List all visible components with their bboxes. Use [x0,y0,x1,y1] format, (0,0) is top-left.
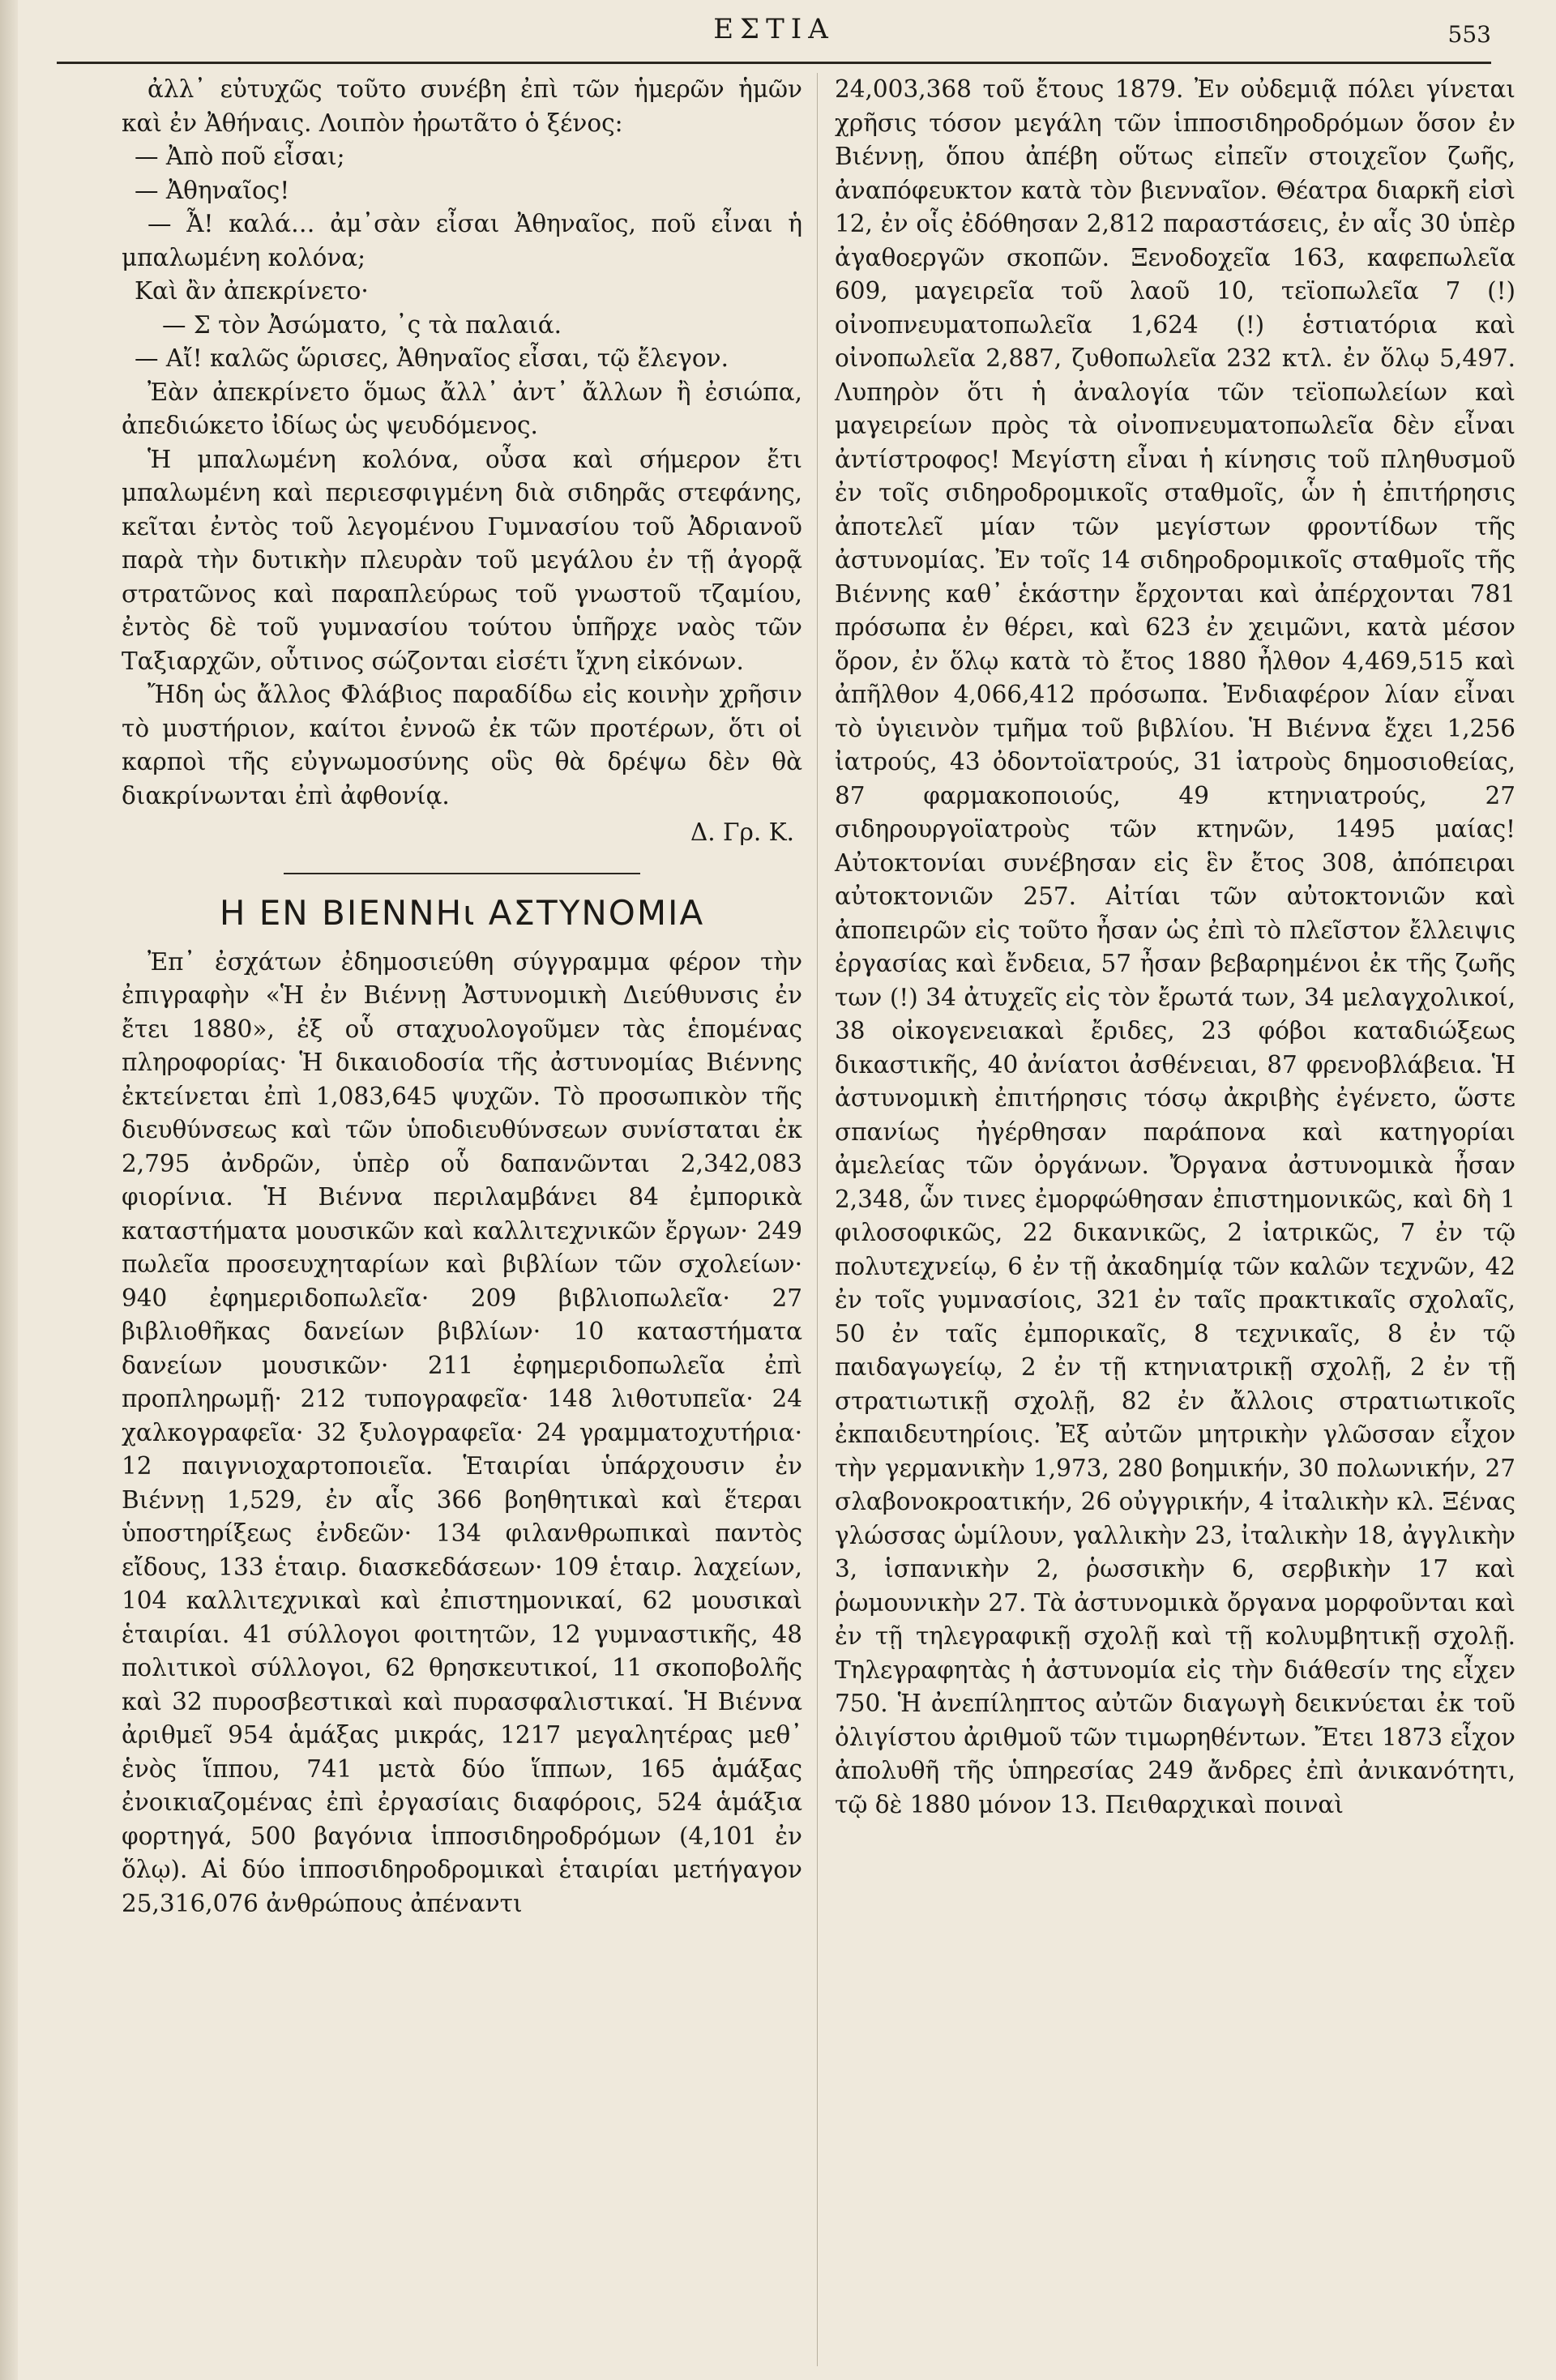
article-body-continued: 24,003,368 τοῦ ἔτους 1879. Ἐν οὐδεμιᾷ πόλει γίνεται χρῆσις τόσον μεγάλη τῶν ἱπποσιδηροδρόμων ὅσον ἐν Βιέννῃ, ὅπου ἀπέβη οὕτως εἰπεῖν στοιχεῖον ζωῆς, ἀναπόφευκτον κατὰ τὸν βιενναῖον. Θέατρα διαρκῆ εἰσὶ 12, ἐν οἷς ἐδόθησαν 2,812 παραστάσεις, ἐν αἷς 30 ὑπὲρ ἀγαθοεργῶν σκοπῶν. Ξενοδοχεῖα 163, καφεπωλεῖα 609, μαγειρεῖα τοῦ λαοῦ 10, τεϊοπωλεῖα 7 (!) οἰνοπνευματοπωλεῖα 1,624 (!) ἑστιατόρια καὶ οἰνοπωλεῖα 2,887, ζυθοπωλεῖα 232 κτλ. ἐν ὅλῳ 5,497. Λυπηρὸν ὅτι ἡ ἀναλογία τῶν τεϊοπωλείων καὶ μαγειρείων πρὸς τὰ οἰνοπνευματοπωλεῖα δὲν εἶναι ἀντίστροφος! Μεγίστη εἶναι ἡ κίνησις τοῦ πληθυσμοῦ ἐν τοῖς σιδηροδρομικοῖς σταθμοῖς, ὧν ἡ ἐπιτήρησις ἀποτελεῖ μίαν τῶν μεγίστων φροντίδων τῆς ἀστυνομίας. Ἐν τοῖς 14 σιδηροδρομικοῖς σταθμοῖς τῆς Βιέννης καθ᾽ ἑκάστην ἔρχονται καὶ ἀπέρχονται 781 πρόσωπα ἐν θέρει, καὶ 623 ἐν χειμῶνι, κατὰ μέσον ὅρον, ἐν ὅλῳ κατὰ τὸ ἔτος 1880 ἦλθον 4,469,515 καὶ ἀπῆλθον 4,066,412 πρόσωπα. Ἐνδιαφέρον λίαν εἶναι τὸ ὑγιεινὸν τμῆμα τοῦ βιβλίου. Ἡ Βιέννα ἔχει 1,256 ἰατρούς, 43 ὀδοντοϊατρούς, 31 ἰατροὺς δημοσιοθείας, 87 φαρμακοποιούς, 49 κτηνιατρούς, 27 σιδηρουργοϊατροὺς τῶν κτηνῶν, 1495 μαίας! Αὐτοκτονίαι συνέβησαν εἰς ἓν ἔτος 308, ἀπόπειραι αὐτοκτονιῶν 257. Αἰτίαι τῶν αὐτοκτονιῶν καὶ ἀποπειρῶν εἰς τοῦτο ἦσαν ὡς ἐπὶ τὸ πλεῖστον ἔλλειψις ἐργασίας καὶ ἔνδεια, 57 ἦσαν βεβαρημένοι ἐκ τῆς ζωῆς των (!) 34 ἀτυχεῖς εἰς τὸν ἔρωτά των, 34 μελαγχολικοί, 38 οἰκογενειακαὶ ἔριδες, 23 φόβοι καταδιώξεως δικαστικῆς, 40 ἀνίατοι ἀσθένειαι, 87 φρενοβλάβεια. Ἡ ἀστυνομικὴ ἐπιτήρησις τόσῳ ἀκριβὴς ἐγένετο, ὥστε σπανίως ἠγέρθησαν παράπονα καὶ κατηγορίαι ἀμελείας τῶν ὀργάνων. Ὄργανα ἀστυνομικὰ ἦσαν 2,348, ὧν τινες ἐμορφώθησαν ἐπιστημονικῶς, καὶ δὴ 1 φιλοσοφικῶς, 22 δικανικῶς, 2 ἰατρικῶς, 7 ἐν τῷ πολυτεχνείῳ, 6 ἐν τῇ ἀκαδημίᾳ τῶν καλῶν τεχνῶν, 42 ἐν τοῖς γυμνασίοις, 321 ἐν ταῖς πρακτικαῖς σχολαῖς, 50 ἐν ταῖς ἐμπορικαῖς, 8 τεχνικαῖς, 8 ἐν τῷ παιδαγωγείῳ, 2 ἐν τῇ κτηνιατρικῇ σχολῇ, 2 ἐν τῇ στρατιωτικῇ σχολῇ, 82 ἐν ἄλλοις στρατιωτικοῖς ἐκπαιδευτηρίοις. Ἐξ αὐτῶν μητρικὴν γλῶσσαν εἶχον τὴν γερμανικὴν 1,973, 280 βοημικήν, 30 πολωνικήν, 27 σλαβονοκροατικήν, 26 οὐγγρικήν, 4 ἰταλικὴν κλ. Ξένας γλώσσας ὡμίλουν, γαλλικὴν 23, ἰταλικὴν 18, ἀγγλικὴν 3, ἱσπανικὴν 2, ῥωσσικὴν 6, σερβικὴν 17 καὶ ῥωμουνικὴν 27. Τὰ ἀστυνομικὰ ὄργανα μορφοῦνται καὶ ἐν τῇ τηλεγραφικῇ σχολῇ καὶ τῇ κολυμβητικῇ σχολῇ. Τηλεγραφητὰς ἡ ἀστυνομία εἰς τὴν διάθεσίν της εἶχεν 750. Ἡ ἀνεπίληπτος αὐτῶν διαγωγὴ δεικνύεται ἐκ τοῦ ὀλιγίστου ἀριθμοῦ τῶν τιμωρηθέντων. Ἔτει 1873 εἶχον ἀπολυθῆ τῆς ὑπηρεσίας 249 ἄνδρες ἐπὶ ἀνικανότητι, τῷ δὲ 1880 μόνον 13. Πειθαρχικαὶ ποιναὶ [835,75,1515,1818]
paragraph: ἀλλ᾽ εὐτυχῶς τοῦτο συνέβη ἐπὶ τῶν ἡμερῶν ἡμῶν καὶ ἐν Ἀθήναις. Λοιπὸν ἠρωτᾶτο ὁ ξένος: [122,75,802,137]
header-rule [57,62,1491,64]
author-signature: Δ. Γρ. Κ. [690,818,794,846]
paragraph: Καὶ ἂν ἀπεκρίνετο· [135,277,369,305]
article-body: Ἐπ᾽ ἐσχάτων ἐδημοσιεύθη σύγγραμμα φέρον τὴν ἐπιγραφὴν «Ἡ ἐν Βιέννῃ Ἀστυνομικὴ Διεύθυνσις ἐν ἔτει 1880», ἐξ οὗ σταχυολογοῦμεν τὰς ἑπομένας πληροφορίας· Ἡ δικαιοδοσία τῆς ἀστυνομίας Βιέννης ἐκτείνεται ἐπὶ 1,083,645 ψυχῶν. Τὸ προσωπικὸν τῆς διευθύνσεως καὶ τῶν ὑποδιευθύνσεων συνίσταται ἐκ 2,795 ἀνδρῶν, ὑπὲρ οὗ δαπανῶνται 2,342,083 φιορίνια. Ἡ Βιέννα περιλαμβάνει 84 ἐμπορικὰ καταστήματα μουσικῶν καὶ καλλιτεχνικῶν ἔργων· 249 πωλεῖα προσευχηταρίων καὶ βιβλίων τῶν σχολείων· 940 ἐφημεριδοπωλεῖα· 209 βιβλιοπωλεῖα· 27 βιβλιοθῆκας δανείων βιβλίων· 10 καταστήματα δανείων μουσικῶν· 211 ἐφημεριδοπωλεῖα ἐπὶ προπληρωμῇ· 212 τυπογραφεῖα· 148 λιθοτυπεῖα· 24 χαλκογραφεῖα· 32 ξυλογραφεῖα· 24 γραμματοχυτήρια· 12 παιγνιοχαρτοποιεῖα. Ἑταιρίαι ὑπάρχουσιν ἐν Βιέννῃ 1,529, ἐν αἷς 366 βοηθητικαὶ καὶ ἕτεραι ὑποστηρίξεως ἐνδεῶν· 134 φιλανθρωπικαὶ παντὸς εἴδους, 133 ἑταιρ. διασκεδάσεων· 109 ἑταιρ. λαχείων, 104 καλλιτεχνικαὶ καὶ ἐπιστημονικαί, 62 μουσικαὶ ἑταιρίαι. 41 σύλλογοι φοιτητῶν, 12 γυμναστικῆς, 48 πολιτικοὶ σύλλογοι, 62 θρησκευτικοί, 11 σκοποβολῆς καὶ 32 πυροσβεστικαὶ καὶ πυρασφαλιστικαί. Ἡ Βιέννα ἀριθμεῖ 954 ἁμάξας μικράς, 1217 μεγαλητέρας μεθ᾽ ἑνὸς ἵππου, 741 μετὰ δύο ἵππων, 165 ἁμάξας ἐνοικιαζομένας ἐπὶ ἐργασίαις διαφόροις, 524 ἁμάξια φορτηγά, 500 βαγόνια ἱπποσιδηροδρόμων (4,101 ἐν ὅλῳ). Αἱ δύο ἱπποσιδηροδρομικαὶ ἑταιρίαι μετήγαγον 25,316,076 ἀνθρώπους ἀπέναντι [122,947,802,1917]
column-divider [817,73,818,2366]
left-column [122,73,802,1921]
paragraph: Ἐὰν ἀπεκρίνετο ὅμως ἄλλ᾽ ἀντ᾽ ἄλλων ἢ ἐσιώπα, ἀπεδιώκετο ἰδίως ὡς ψευδόμενος. [122,378,802,439]
running-title: ΕΣΤΙΑ [713,13,835,45]
right-column [835,73,1515,1822]
dialogue-line: — Ἆ! καλά… ἀμ᾽σὰν εἶσαι Ἀθηναῖος, ποῦ εἶναι ἡ μπαλωμένη κολόνα; [122,210,802,271]
article-title: Η ΕΝ ΒΙΕΝΝΗι ΑΣΤΥΝΟΜΙΑ [219,892,705,933]
page-header [57,8,1491,57]
paragraph: Ἡ μπαλωμένη κολόνα, οὖσα καὶ σήμερον ἔτι μπαλωμένη καὶ περιεσφιγμένη διὰ σιδηρᾶς στεφάνης, κεῖται ἐντὸς τοῦ λεγομένου Γυμνασίου τοῦ Ἀδριανοῦ παρὰ τὴν δυτικὴν πλευρὰν τοῦ μεγάλου ἐν τῇ ἀγορᾷ στρατῶνος καὶ παραπλεύρως τοῦ γνωστοῦ τζαμίου, ἐντὸς δὲ τοῦ γυμνασίου τούτου ὑπῆρχε ναὸς τῶν Ταξιαρχῶν, οὗτινος σώζονται εἰσέτι ἴχνη εἰκόνων. [122,445,802,675]
dialogue-line: — Ἀπὸ ποῦ εἶσαι; [135,143,345,170]
dialogue-line: — Σ τὸν Ἀσώματο, ᾽ς τὰ παλαιά. [162,310,562,339]
dialogue-line: — Ἀθηναῖος! [135,176,290,204]
page-edge-shadow [0,0,18,2380]
page-number: 553 [1447,21,1491,48]
paragraph: Ἤδη ὡς ἄλλος Φλάβιος παραδίδω εἰς κοινὴν χρῆσιν τὸ μυστήριον, καίτοι ἐννοῶ ἐκ τῶν προτέρων, ὅτι οἱ καρποὶ τῆς εὐγνωμοσύνης οὓς θὰ δρέψω δὲν θὰ διακρίνωνται ἐπὶ ἀφθονίᾳ. [122,681,802,810]
dialogue-line: — Αἴ! καλῶς ὥρισες, Ἀθηναῖος εἶσαι, τῷ ἔλεγον. [135,344,729,372]
section-divider [284,873,640,874]
